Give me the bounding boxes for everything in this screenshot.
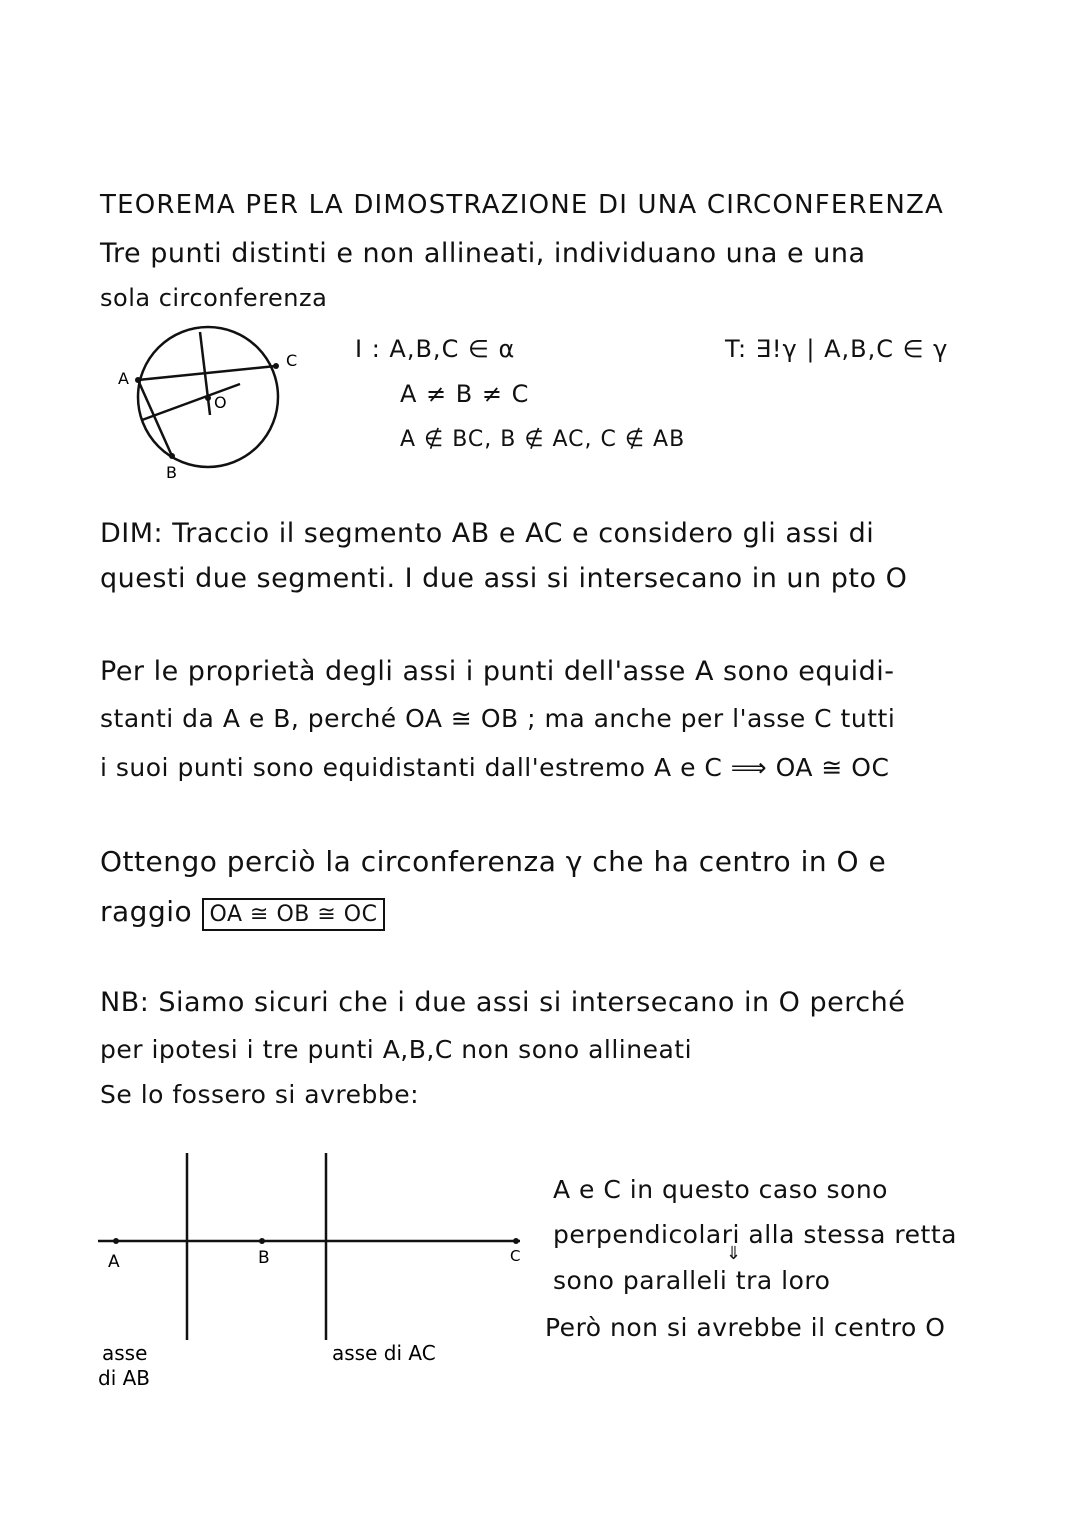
- segment-ac: [138, 366, 276, 380]
- note-line-2: per ipotesi i tre punti A,B,C non sono allineati: [100, 1035, 693, 1064]
- point-b: [169, 453, 175, 459]
- point-o: [205, 395, 211, 401]
- proof-line-2: questi due segmenti. I due assi si intersecano in un pto O: [100, 563, 908, 594]
- note-line-1: NB: Siamo sicuri che i due assi si intersecano in O perché: [100, 987, 906, 1018]
- point-c: [513, 1238, 519, 1244]
- label-b: B: [166, 463, 177, 482]
- statement-line-1: Tre punti distinti e non allineati, individuano una e una: [100, 238, 866, 269]
- hypothesis-line-3: A ∉ BC, B ∉ AC, C ∉ AB: [400, 427, 686, 452]
- axis-ab-label-2: di AB: [98, 1366, 151, 1390]
- properties-line-2: stanti da A e B, perché OA ≅ OB ; ma anche per l'asse C tutti: [100, 704, 896, 733]
- label-a: A: [118, 369, 129, 388]
- conclusion-line-2: [100, 895, 385, 928]
- axis-ac-label: asse di AC: [332, 1341, 436, 1365]
- properties-line-3: i suoi punti sono equidistanti dall'estremo A e C ⟹ OA ≅ OC: [100, 753, 890, 782]
- note-line-3: Se lo fossero si avrebbe:: [100, 1080, 420, 1109]
- circle-figure: [100, 320, 330, 490]
- side-note-line-2: perpendicolari alla stessa retta: [553, 1220, 957, 1249]
- proof-line-1: DIM: Traccio il segmento AB e AC e considero gli assi di: [100, 518, 875, 549]
- label-c: C: [286, 351, 298, 370]
- point-a: [113, 1238, 119, 1244]
- label-b: B: [258, 1248, 270, 1268]
- radius-label: raggio: [100, 895, 193, 928]
- side-note-line-3: sono paralleli tra loro: [553, 1266, 831, 1295]
- side-note-line-4: Però non si avrebbe il centro O: [545, 1313, 946, 1342]
- implies-arrow-icon: ⇓: [726, 1243, 742, 1264]
- collinear-figure: [90, 1145, 530, 1405]
- point-b: [259, 1238, 265, 1244]
- radius-box: OA ≅ OB ≅ OC: [202, 898, 386, 931]
- point-a: [135, 377, 141, 383]
- label-o: O: [214, 393, 227, 412]
- hypothesis-line-2: A ≠ B ≠ C: [400, 380, 530, 408]
- label-a: A: [108, 1252, 120, 1272]
- point-c: [273, 363, 279, 369]
- theorem-title: TEOREMA PER LA DIMOSTRAZIONE DI UNA CIRCONFERENZA: [100, 190, 945, 220]
- label-c: C: [510, 1247, 521, 1265]
- axis-ab-label-1: asse: [102, 1341, 148, 1365]
- hypothesis-line-1: I : A,B,C ∈ α: [355, 335, 516, 363]
- side-note-line-1: A e C in questo caso sono: [553, 1175, 888, 1204]
- conclusion-line-1: Ottengo perciò la circonferenza γ che ha centro in O e: [100, 845, 887, 878]
- properties-line-1: Per le proprietà degli assi i punti dell'asse A sono equidi-: [100, 656, 895, 687]
- thesis: T: ∃!γ | A,B,C ∈ γ: [725, 335, 949, 363]
- statement-line-2: sola circonferenza: [100, 284, 328, 312]
